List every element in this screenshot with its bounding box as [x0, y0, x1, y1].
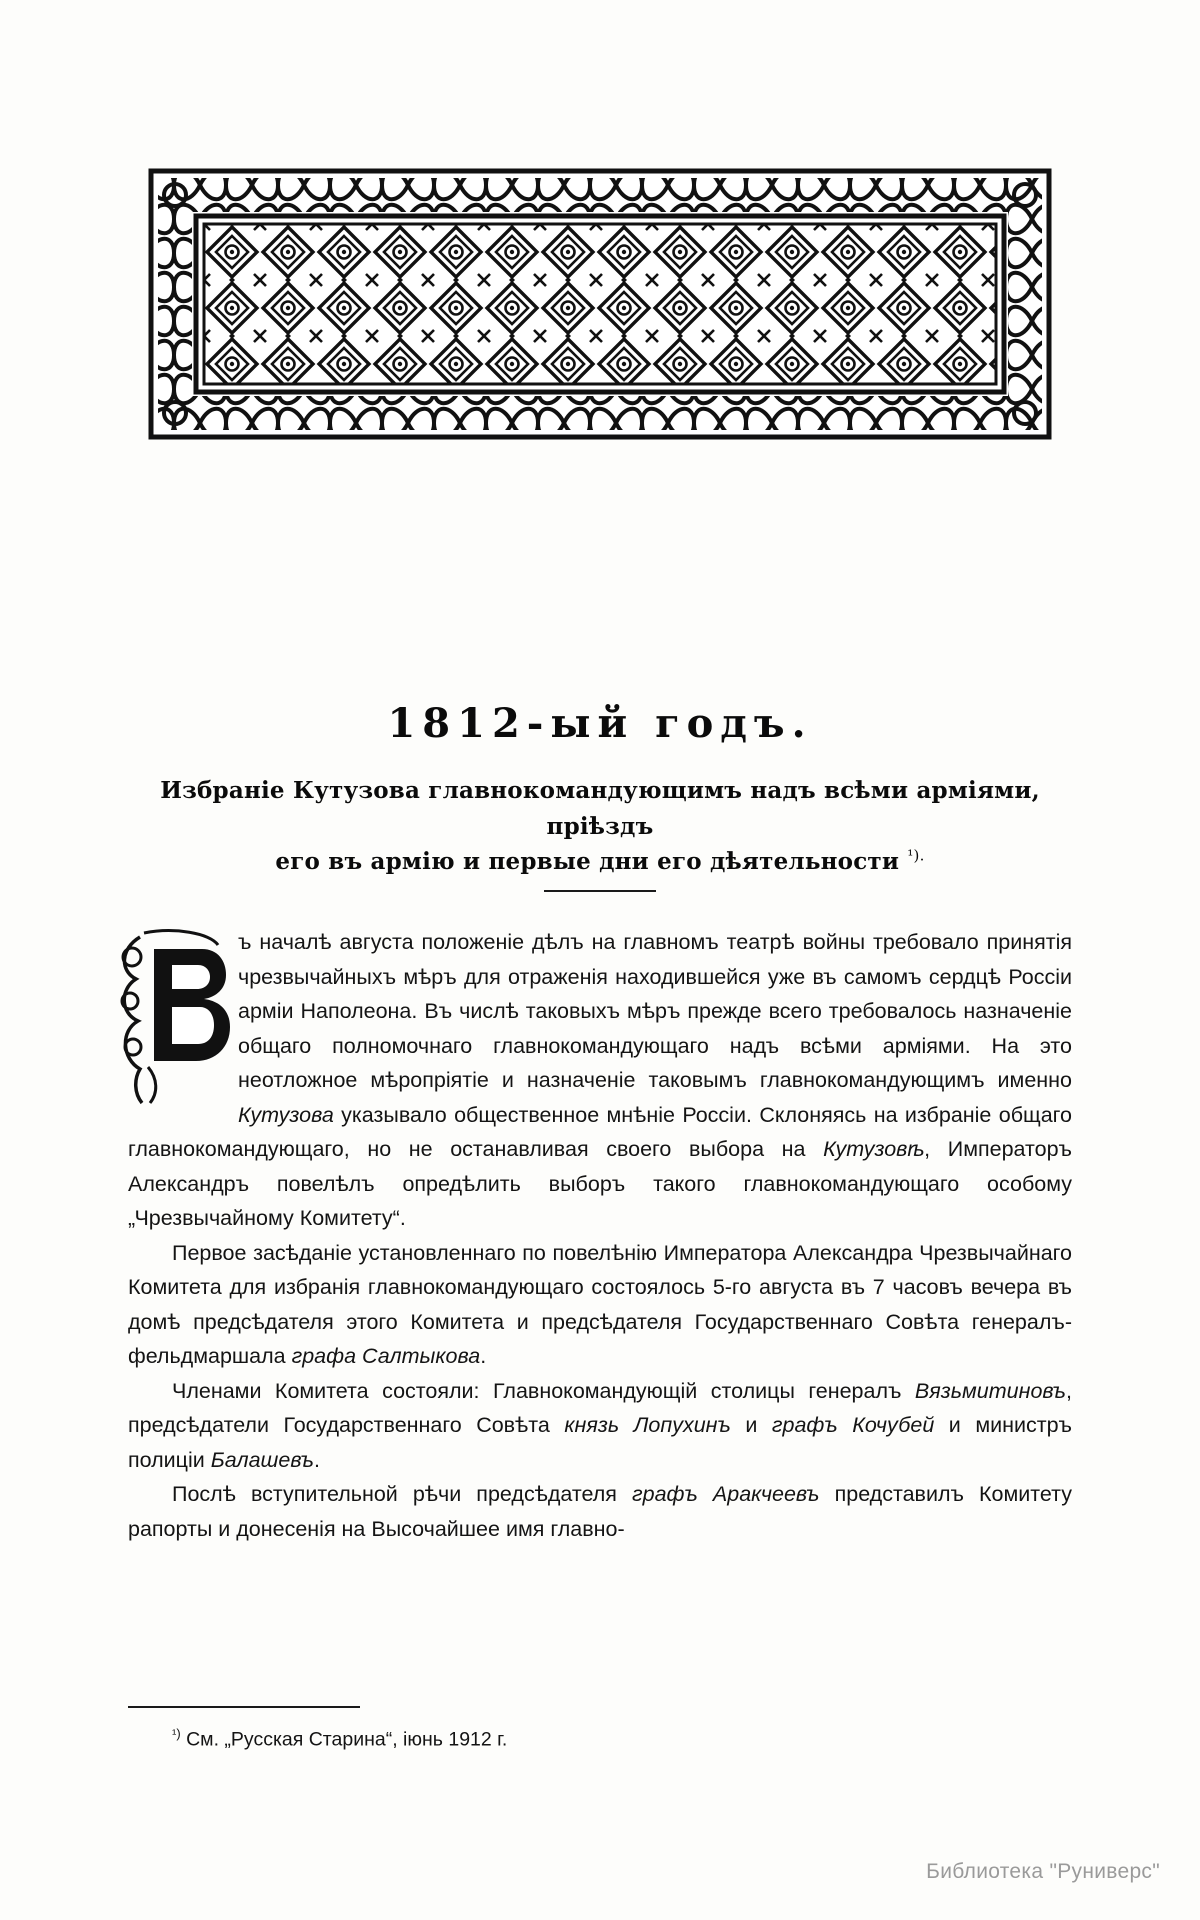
emphasis-graf-arakcheev: графъ Аракчеевъ: [632, 1482, 820, 1506]
ornamental-headpiece-icon: [148, 168, 1052, 440]
paragraph-1: [128, 925, 1072, 1236]
paragraph-4-part-2: представилъ Комитету рапорты и донесенія на Высочайшее имя главно-: [128, 1482, 1072, 1541]
footnote-separator-rule: [128, 1706, 360, 1708]
subtitle-line-1: Избраніе Кутузова главнокомандующимъ надъ всѣми арміями, пріѣздъ: [160, 777, 1040, 840]
library-watermark: Библиотека "Руниверс": [926, 1860, 1160, 1883]
paragraph-1-part-1: ъ началѣ августа положеніе дѣлъ на главномъ театрѣ войны требовало принятія чрезвычайныхъ мѣръ для отраженія находившейся уже въ самомъ сердцѣ Россіи арміи Наполеона. Въ числѣ таковыхъ мѣръ прежде всего требовалось назначеніе общаго полномочнаго главнокомандующаго надъ всѣми арміями. На это неотложное мѣропріятіе и назначеніе таковымъ главнокомандующимъ именно: [238, 930, 1072, 1092]
section-divider-rule: [544, 890, 656, 892]
subtitle-line-2: его въ армію и первые дни его дѣятельности: [275, 848, 900, 876]
paragraph-3-part-3: и: [730, 1413, 772, 1437]
paragraph-2: [128, 1236, 1072, 1374]
title-block: [130, 700, 1070, 880]
emphasis-balashev: Балашевъ: [210, 1447, 314, 1472]
paragraph-4: [128, 1477, 1072, 1546]
emphasis-kutuzove: Кутузовѣ: [823, 1137, 925, 1161]
emphasis-graf-kochubey: графъ Кочубей: [771, 1413, 935, 1437]
footnote-text: См. „Русская Старина“, іюнь 1912 г.: [180, 1728, 508, 1751]
emphasis-kutuzova: Кутузова: [238, 1102, 334, 1127]
paragraph-2-part-1: Первое засѣданіе установленнаго по повелѣнію Императора Александра Чрезвычайнаго Комитета для избранія главнокомандующаго состоялось 5-го августа въ 7 часовъ вечера въ домѣ предсѣдателя этого Комитета и предсѣдателя Государственнаго Совѣта генералъ-фельдмаршала: [128, 1240, 1072, 1368]
ornamental-dropcap-icon: [114, 927, 232, 1105]
paragraph-3-part-5: .: [313, 1447, 320, 1472]
footnote-reference-marker: ¹).: [907, 846, 925, 865]
footnote: [172, 1726, 972, 1752]
page-title: 1812-ый годъ.: [387, 700, 813, 747]
body-text: [128, 925, 1072, 1546]
paragraph-3: [128, 1374, 1072, 1478]
footnote-number: ¹): [172, 1726, 181, 1741]
emphasis-knyaz-lopukhin: князь Лопухинъ: [564, 1413, 731, 1437]
paragraph-3-part-4: и министръ полиціи: [128, 1413, 1072, 1472]
paragraph-3-part-1: Членами Комитета состояли: Главнокомандующій столицы генералъ: [172, 1378, 915, 1403]
paragraph-3-part-2: , предсѣдатели Государственнаго Совѣта: [128, 1378, 1072, 1437]
paragraph-1-part-3: , Императоръ Александръ повелѣлъ опредѣлить выборъ такого главнокомандующаго особому „Чрезвычайному Комитету“.: [128, 1137, 1072, 1230]
page-subtitle: [130, 773, 1070, 880]
paragraph-4-part-1: Послѣ вступительной рѣчи предсѣдателя: [172, 1482, 633, 1506]
paragraph-1-part-2: указывало общественное мнѣніе Россіи. Склоняясь на избраніе общаго главнокомандующаго, но не останавливая своего выбора на: [128, 1102, 1072, 1161]
paragraph-2-part-2: .: [480, 1344, 487, 1368]
emphasis-vyazmitinov: Вязьмитиновъ: [914, 1378, 1067, 1403]
emphasis-grafa-saltykova: графа Салтыкова: [291, 1344, 481, 1368]
